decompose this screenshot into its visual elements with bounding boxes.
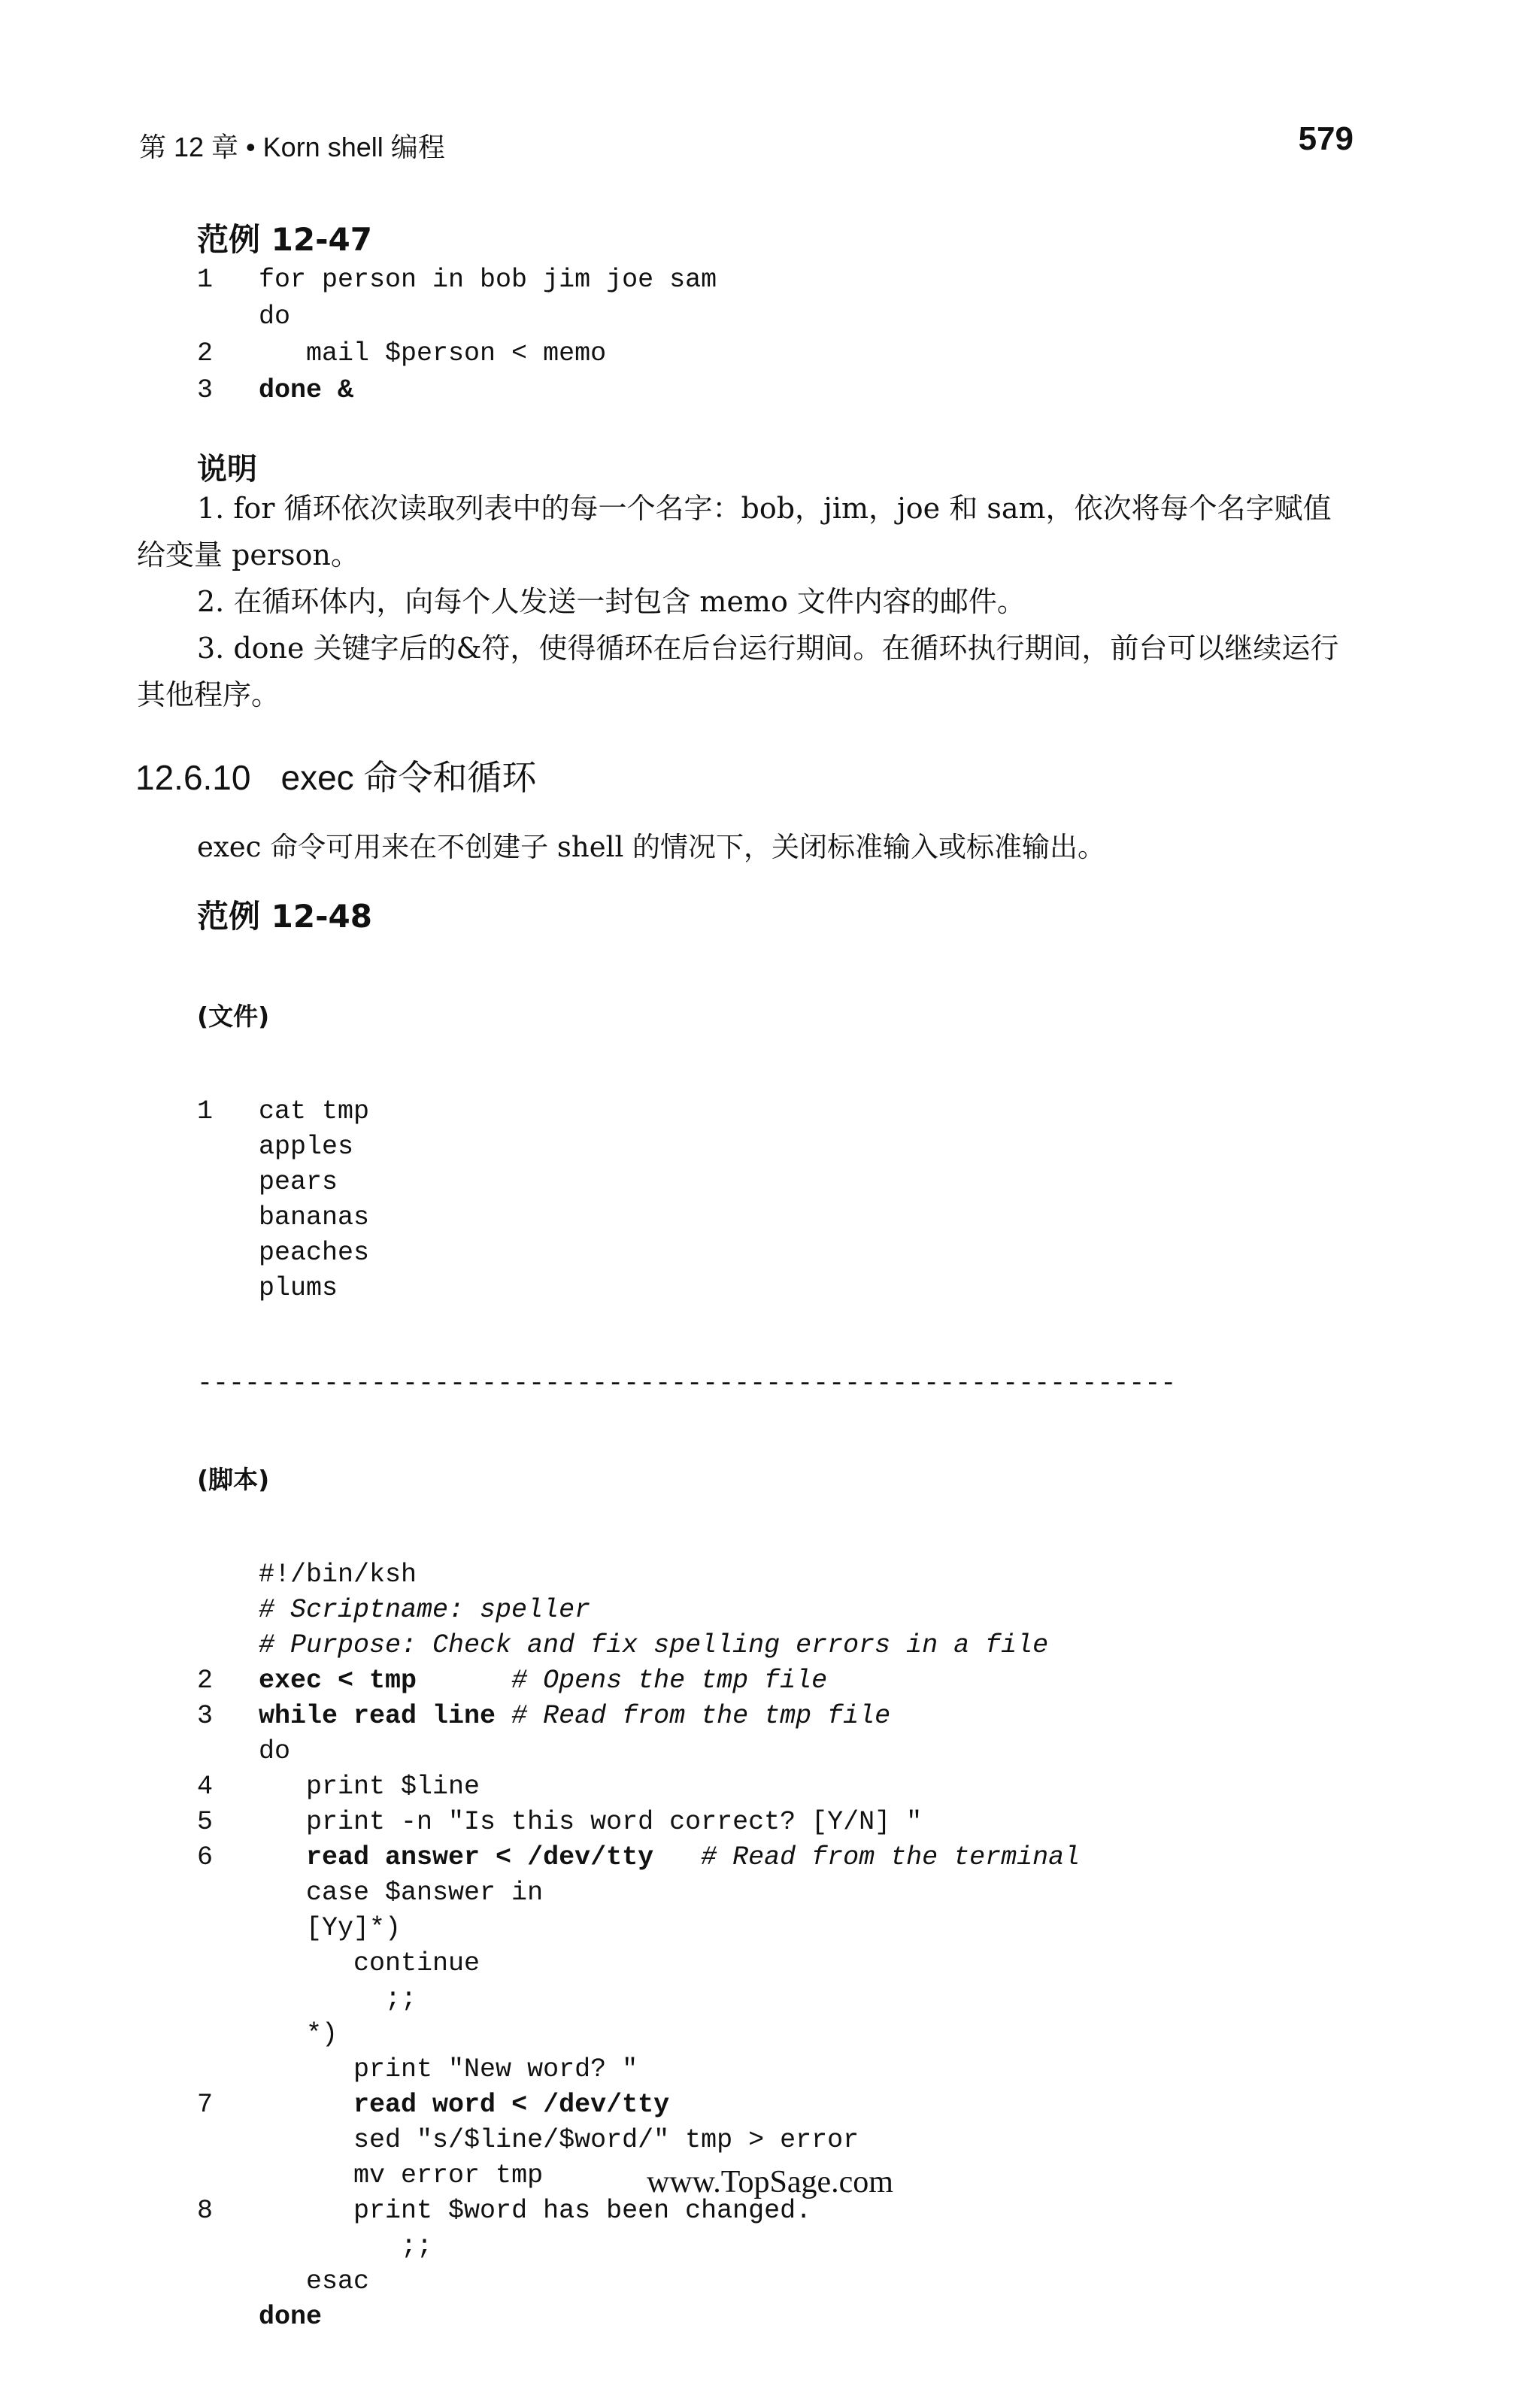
file-line [197,1271,1176,1306]
code-text: [Yy]*) [306,1913,402,1943]
code-text: #!/bin/ksh [259,1560,417,1590]
file-lines [197,1094,1176,1306]
file-text: pears [259,1167,338,1197]
code-text: do [259,302,291,332]
code-text: for person in bob jim joe sam [259,265,717,295]
code-text: do [259,1736,291,1766]
notes-title: 说明 [197,452,257,487]
notes-body [137,485,1355,718]
code-text: *) [306,2019,338,2049]
note-item: 3. done 关键字后的&符，使得循环在后台运行期间。在循环执行期间，前台可以继续运行其他程序。 [137,632,1339,711]
code-text: mv error tmp [353,2160,544,2190]
code-indent [259,1913,306,1943]
code-line [197,1557,1176,1593]
code-indent [259,1984,385,2014]
code-line [197,1699,1176,1734]
code-text: # Purpose: Check and fix spelling errors in a file [259,1630,1049,1660]
section-heading [135,750,536,800]
section-intro: exec 命令可用来在不创建子 shell 的情况下，关闭标准输入或标准输出。 [197,831,1106,863]
line-number: 1 [197,265,214,295]
code-line [197,1840,1176,1875]
code-line [197,335,717,372]
code-text: while read line [259,1701,496,1731]
page-number: 579 [1298,120,1354,157]
file-line [197,1165,1176,1200]
code-line [197,2123,1176,2158]
line-number: 2 [197,1666,214,1696]
code-indent [259,2019,306,2049]
code-indent [259,2196,353,2226]
line-number: 7 [197,2090,214,2120]
code-text: exec < tmp [259,1666,417,1696]
line-number: 1 [197,1096,214,1126]
file-text: peaches [259,1238,370,1268]
code-line [197,2300,1176,2335]
code-text: esac [306,2266,370,2296]
code-text: mail $person < memo [306,338,607,368]
code-comment: # Read from the terminal [653,1842,1081,1872]
code-line [197,1593,1176,1628]
example-12-48-title: 范例 12-48 [197,898,372,935]
footer-url: www.TopSage.com [647,2165,893,2199]
example-12-47-code [197,262,717,409]
code-line [197,299,717,335]
script-label: (脚本) [197,1465,270,1494]
file-text: cat tmp [259,1096,370,1126]
code-line [197,2087,1176,2123]
code-line [197,1663,1176,1699]
file-line [197,1235,1176,1271]
code-text: continue [353,1948,480,1978]
code-line [197,262,717,299]
code-line [197,2264,1176,2300]
code-text: sed "s/$line/$word/" tmp > error [353,2125,859,2155]
code-indent [259,2054,353,2084]
example-12-47-title: 范例 12-47 [197,221,372,258]
code-line [197,2017,1176,2052]
line-number: 4 [197,1772,214,1802]
file-line [197,1200,1176,1235]
code-line [197,1769,1176,1805]
line-number: 6 [197,1842,214,1872]
code-line [197,1628,1176,1663]
code-line [197,2052,1176,2087]
code-line [197,1946,1176,1981]
code-line [197,372,717,409]
code-comment: # Opens the tmp file [417,1666,828,1696]
code-line [197,1875,1176,1911]
line-number: 5 [197,1807,214,1837]
file-text: bananas [259,1202,370,1232]
code-text: read answer < /dev/tty [306,1842,654,1872]
code-text: read word < /dev/tty [353,2090,670,2120]
file-line [197,1094,1176,1129]
code-indent [259,1807,306,1837]
code-line [197,1981,1176,2017]
code-text: print "New word? " [353,2054,638,2084]
code-indent [259,2125,353,2155]
file-label: (文件) [197,1002,270,1031]
file-text: apples [259,1132,354,1162]
code-indent [259,1842,306,1872]
script-lines [197,1557,1176,2335]
file-text: plums [259,1273,338,1303]
code-text: print $line [306,1772,480,1802]
code-text: print -n "Is this word correct? [Y/N] " [306,1807,923,1837]
code-text: # Scriptname: speller [259,1595,591,1625]
code-text: done & [259,375,354,405]
code-indent [259,338,306,368]
code-indent [259,2231,401,2261]
section-number: 12.6.10 [135,758,251,797]
code-indent [259,1772,306,1802]
code-line [197,1805,1176,1840]
code-text: print $word has been changed. [353,2196,812,2226]
code-indent [259,1948,353,1978]
file-line [197,1129,1176,1165]
note-item: 1. for 循环依次读取列表中的每一个名字：bob，jim，joe 和 sam，依次将每个名字赋值给变量 person。 [137,492,1332,571]
code-indent [259,2090,353,2120]
line-number: 8 [197,2196,214,2226]
line-number: 2 [197,338,214,368]
code-line [197,1911,1176,1946]
code-text: case $answer in [306,1878,544,1908]
code-line [197,2229,1176,2264]
code-text: ;; [385,1984,417,2014]
line-number: 3 [197,1701,214,1731]
divider: -------------------------------------------------------------- [197,1369,1177,1399]
code-comment: # Read from the tmp file [496,1701,891,1731]
code-indent [259,2266,306,2296]
running-header: 第 12 章 • Korn shell 编程 [139,132,445,162]
code-indent [259,1878,306,1908]
section-title: exec 命令和循环 [280,758,537,797]
note-item: 2. 在循环体内，向每个人发送一封包含 memo 文件内容的邮件。 [197,585,1026,618]
line-number: 3 [197,375,214,405]
code-text: ;; [401,2231,433,2261]
code-text: done [259,2302,323,2332]
code-line [197,1734,1176,1769]
